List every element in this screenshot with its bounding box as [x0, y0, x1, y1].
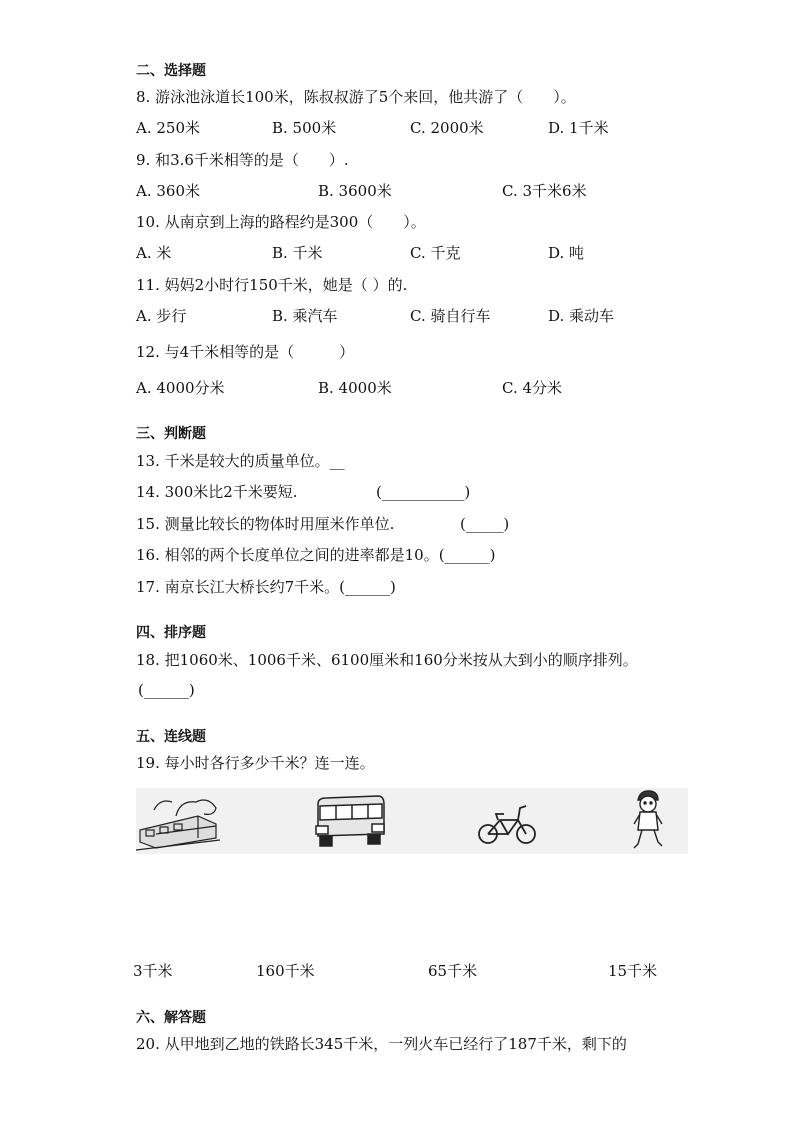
question-13: 13. 千米是较大的质量单位。__ — [136, 452, 345, 470]
q9-option-b[interactable]: B. 3600米 — [318, 182, 392, 200]
question-20: 20. 从甲地到乙地的铁路长345千米，一列火车已经行了187千米，剩下的 — [136, 1035, 627, 1053]
question-12: 12. 与4千米相等的是（ ） — [136, 343, 355, 361]
q11-option-a[interactable]: A. 步行 — [136, 307, 187, 325]
q9-option-c[interactable]: C. 3千米6米 — [502, 182, 587, 200]
q10-option-c[interactable]: C. 千克 — [410, 244, 461, 262]
q9-option-a[interactable]: A. 360米 — [136, 182, 200, 200]
section-heading-choice: 二、选择题 — [136, 63, 206, 79]
question-8: 8. 游泳池泳道长100米，陈叔叔游了5个来回，他共游了（ ）。 — [136, 88, 576, 106]
q10-option-b[interactable]: B. 千米 — [272, 244, 323, 262]
q8-option-b[interactable]: B. 500米 — [272, 119, 337, 137]
q10-option-d[interactable]: D. 吨 — [548, 244, 585, 262]
question-19: 19. 每小时各行多少千米？连一连。 — [136, 754, 375, 772]
q15-answer-blank[interactable]: (_____) — [460, 515, 510, 533]
train-icon[interactable] — [136, 790, 220, 852]
section-heading-match: 五、连线题 — [136, 729, 206, 745]
q11-option-c[interactable]: C. 骑自行车 — [410, 307, 491, 325]
bus-icon[interactable] — [310, 792, 388, 850]
question-16: 16. 相邻的两个长度单位之间的进率都是10。(______) — [136, 546, 496, 564]
speed-label-1[interactable]: 3千米 — [133, 962, 173, 980]
speed-label-3[interactable]: 65千米 — [428, 962, 478, 980]
speed-label-2[interactable]: 160千米 — [256, 962, 315, 980]
vehicle-picture-strip — [136, 788, 688, 854]
speed-label-4[interactable]: 15千米 — [608, 962, 658, 980]
q8-option-c[interactable]: C. 2000米 — [410, 119, 484, 137]
q12-option-c[interactable]: C. 4分米 — [502, 379, 563, 397]
q10-option-a[interactable]: A. 米 — [136, 244, 172, 262]
q12-option-a[interactable]: A. 4000分米 — [136, 379, 225, 397]
question-9: 9. 和3.6千米相等的是（ ）. — [136, 151, 349, 169]
section-heading-solve: 六、解答题 — [136, 1010, 206, 1026]
q11-option-d[interactable]: D. 乘动车 — [548, 307, 615, 325]
question-10: 10. 从南京到上海的路程约是300（ ）。 — [136, 213, 426, 231]
walking-boy-icon[interactable] — [630, 788, 666, 854]
section-heading-judge: 三、判断题 — [136, 426, 206, 442]
bicycle-icon[interactable] — [474, 798, 540, 846]
q14-answer-blank[interactable]: (___________) — [376, 483, 471, 501]
q12-option-b[interactable]: B. 4000米 — [318, 379, 392, 397]
question-11: 11. 妈妈2小时行150千米，她是（ ）的. — [136, 276, 408, 294]
question-14: 14. 300米比2千米要短. — [136, 483, 298, 501]
question-15: 15. 测量比较长的物体时用厘米作单位. — [136, 515, 395, 533]
q11-option-b[interactable]: B. 乘汽车 — [272, 307, 338, 325]
q8-option-a[interactable]: A. 250米 — [136, 119, 200, 137]
section-heading-sort: 四、排序题 — [136, 625, 206, 641]
question-17: 17. 南京长江大桥长约7千米。(______) — [136, 578, 396, 596]
question-18: 18. 把1060米、1006千米、6100厘米和160分米按从大到小的顺序排列。 — [136, 651, 638, 669]
q8-option-d[interactable]: D. 1千米 — [548, 119, 609, 137]
q18-answer-blank[interactable]: (______) — [138, 681, 195, 699]
